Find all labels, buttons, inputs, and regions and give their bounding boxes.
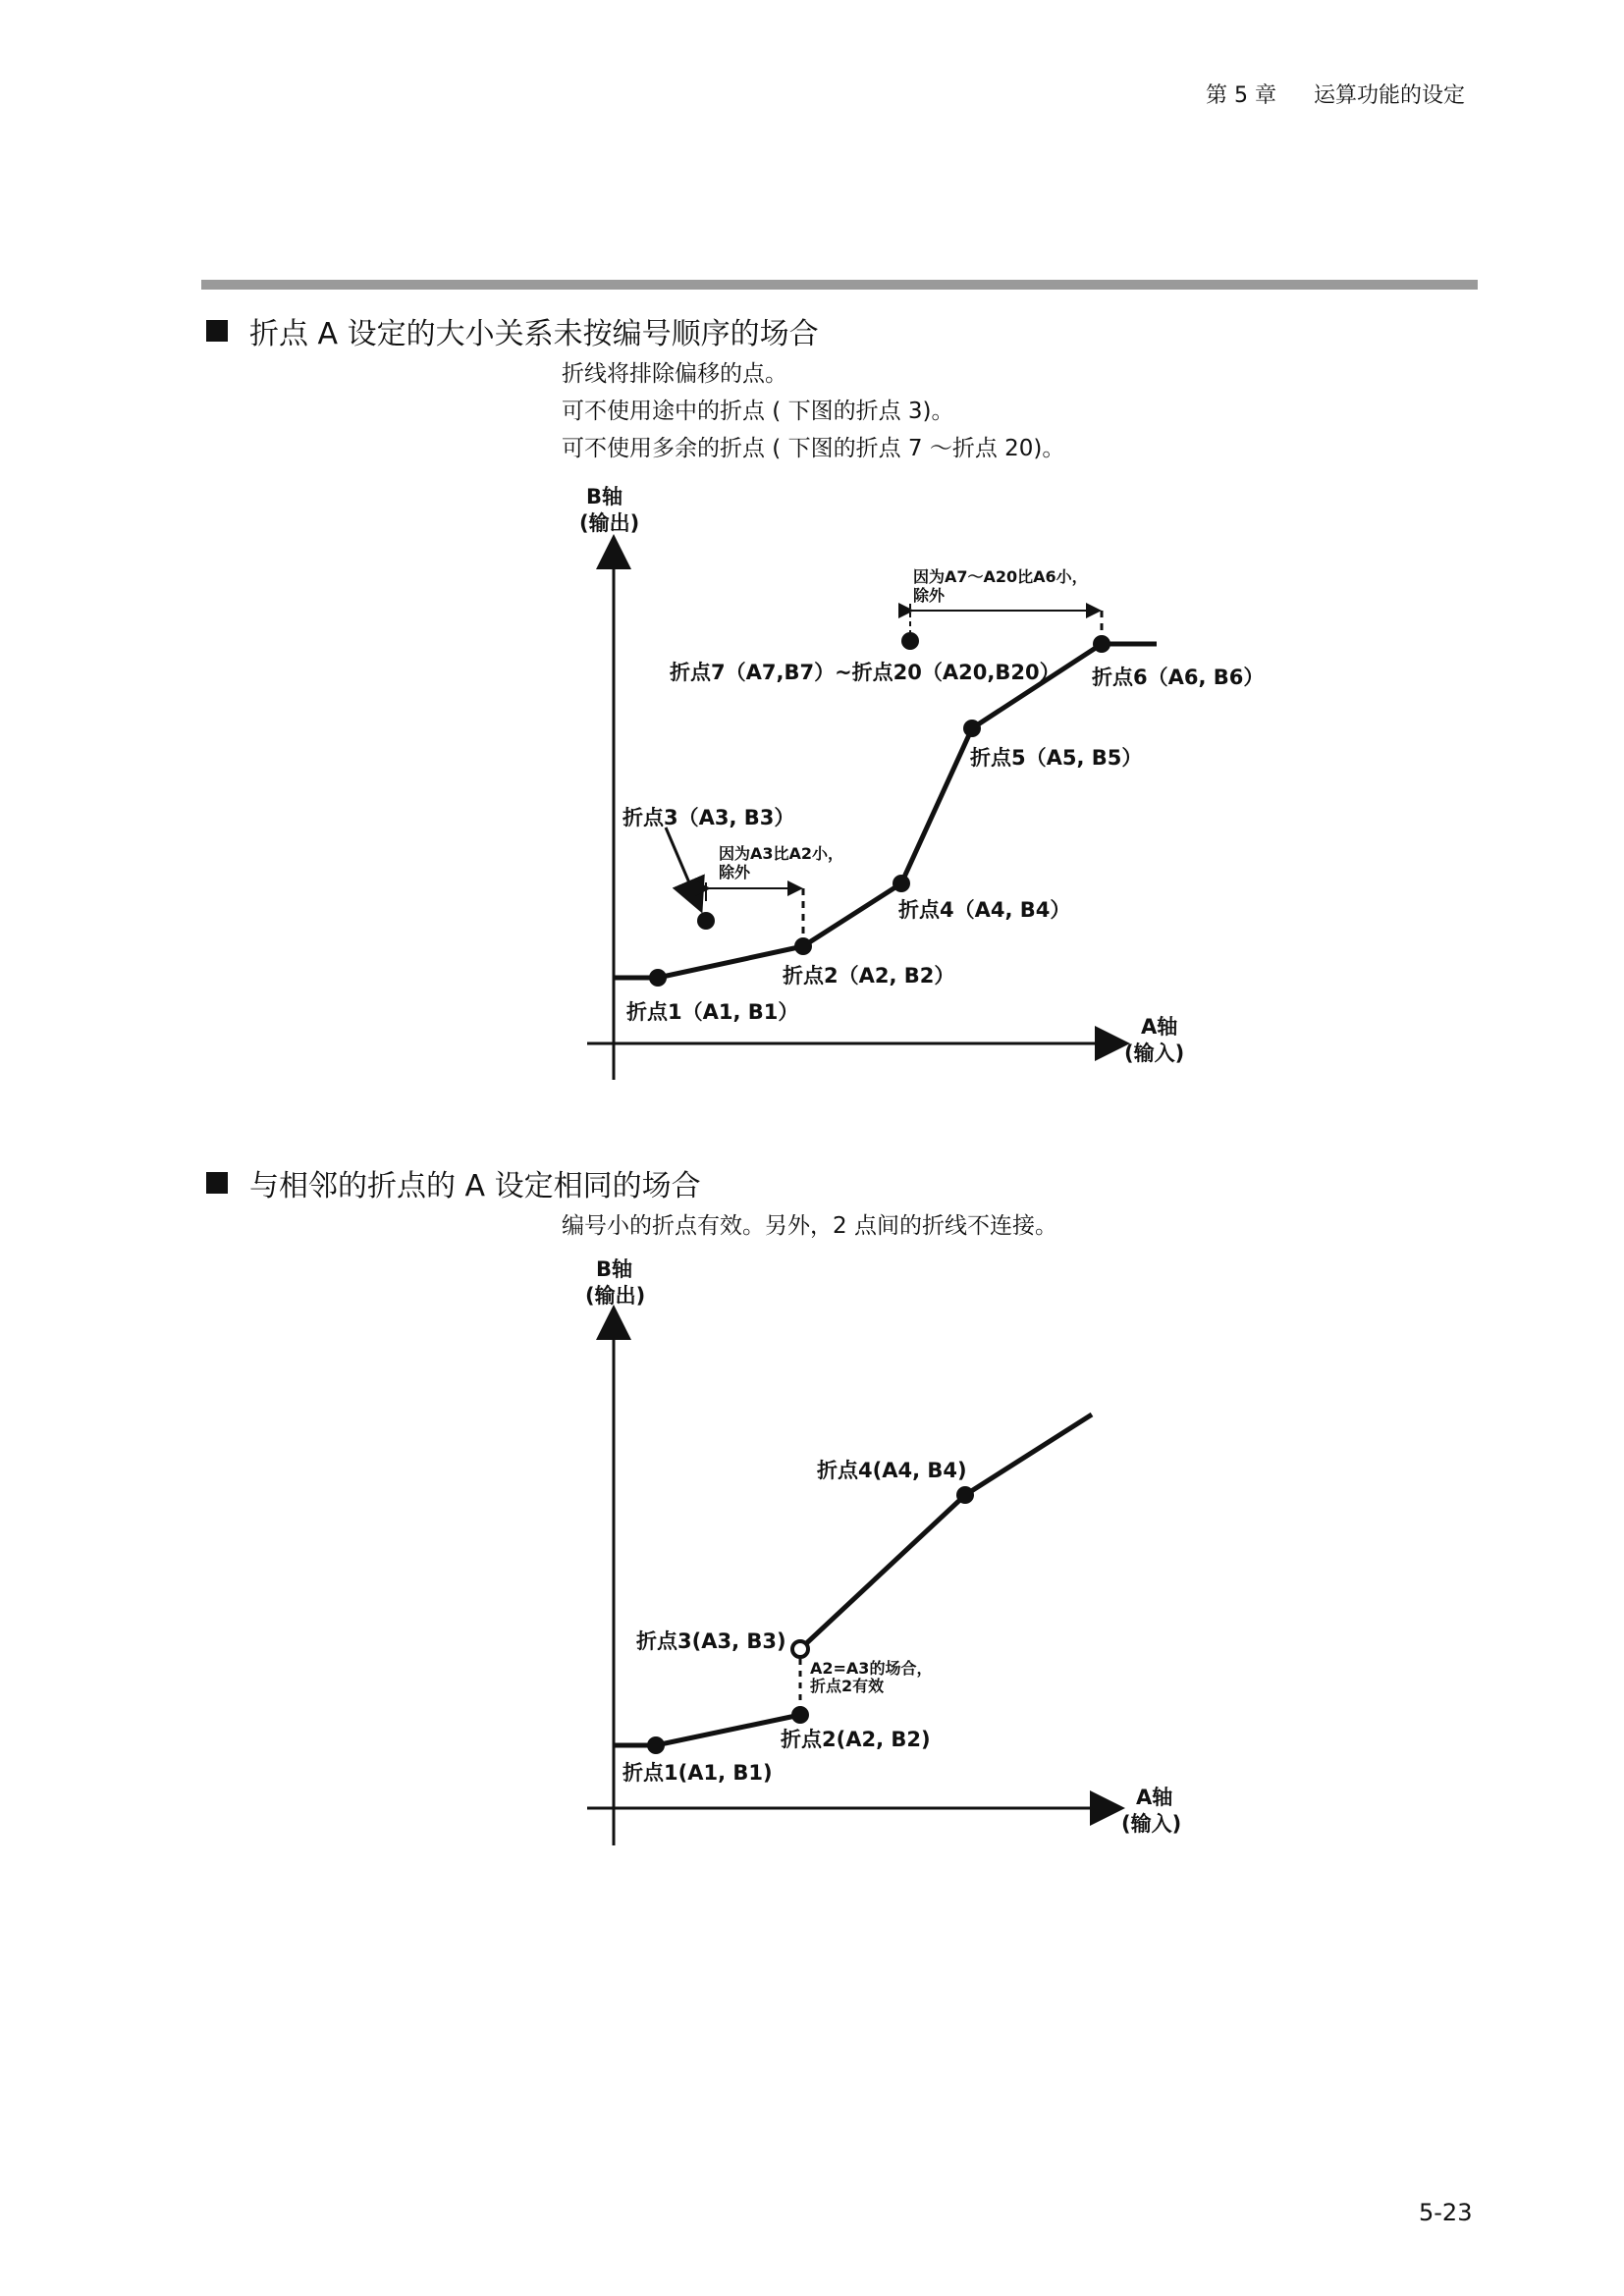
section2-title: 与相邻的折点的 A 设定相同的场合 — [249, 1169, 701, 1203]
point-3-label: 折点3(A3, B3) — [636, 1629, 786, 1653]
y-axis-sublabel: (输出) — [579, 511, 640, 535]
section1-line: 可不使用途中的折点 ( 下图的折点 3)。 — [562, 399, 954, 424]
note-a7-line1: 因为A7～A20比A6小， — [913, 567, 1088, 586]
x-axis-label: A轴 — [1136, 1786, 1173, 1809]
point-1-label: 折点1（A1, B1） — [626, 1000, 799, 1024]
point-2-label: 折点2（A2, B2） — [783, 964, 955, 988]
note-line2: 折点2有效 — [810, 1677, 885, 1695]
x-axis-sublabel: (输入) — [1124, 1041, 1185, 1065]
section1-title: 折点 A 设定的大小关系未按编号顺序的场合 — [249, 317, 819, 351]
note-a3-line1: 因为A3比A2小， — [719, 844, 844, 863]
point-4-label: 折点4（A4, B4） — [898, 898, 1071, 922]
point-4-label: 折点4(A4, B4) — [817, 1459, 967, 1482]
x-axis-sublabel: (输入) — [1121, 1812, 1182, 1836]
segment-upper — [800, 1415, 1092, 1649]
point-5-label: 折点5（A5, B5） — [970, 746, 1143, 770]
point-4 — [956, 1486, 974, 1504]
point-3-label: 折点3（A3, B3） — [623, 806, 795, 829]
point-2-label: 折点2(A2, B2) — [781, 1728, 931, 1751]
chapter-number: 第 5 章 — [1206, 83, 1276, 108]
y-axis-label: B轴 — [586, 485, 623, 508]
point-3 — [792, 1641, 808, 1657]
x-axis-label: A轴 — [1141, 1015, 1178, 1039]
page-number: 5-23 — [1419, 2199, 1473, 2226]
y-axis-sublabel: (输出) — [585, 1284, 646, 1308]
section1-line: 可不使用多余的折点 ( 下图的折点 7 ～折点 20)。 — [562, 436, 1065, 461]
section2-line: 编号小的折点有效。另外，2 点间的折线不连接。 — [562, 1213, 1057, 1239]
point-1 — [647, 1736, 665, 1754]
section1-line: 折线将排除偏移的点。 — [562, 361, 787, 387]
point-1-label: 折点1(A1, B1) — [623, 1761, 773, 1785]
note-a3-line2: 除外 — [719, 863, 751, 881]
chapter-title: 运算功能的设定 — [1313, 83, 1465, 108]
point-7-20-label: 折点7（A7,B7）~折点20（A20,B20） — [670, 661, 1060, 684]
y-axis-label: B轴 — [596, 1257, 633, 1281]
note-a7-line2: 除外 — [913, 586, 946, 605]
segment-lower — [614, 1715, 800, 1745]
point-6-label: 折点6（A6, B6） — [1092, 666, 1265, 689]
note-line1: A2=A3的场合， — [810, 1659, 933, 1678]
point-2 — [791, 1706, 809, 1724]
